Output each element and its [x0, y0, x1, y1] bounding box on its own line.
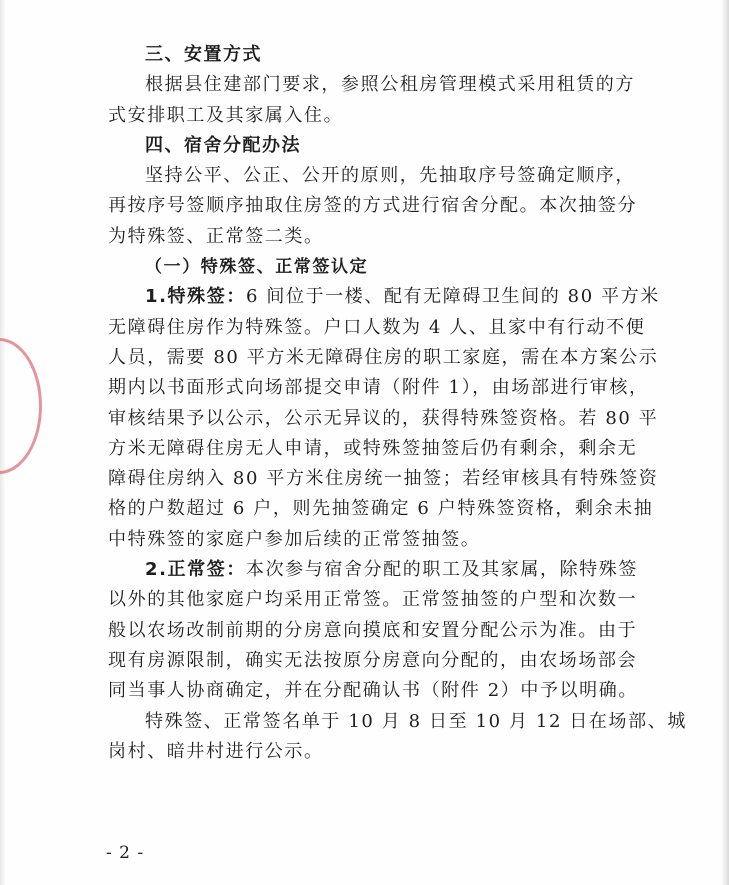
paragraph-line: 岗村、暗井村进行公示。: [108, 740, 324, 762]
paragraph-line: 审核结果予以公示，公示无异议的，获得特殊签资格。若 80 平: [108, 407, 659, 429]
paragraph-line: 为特殊签、正常签二类。: [108, 225, 324, 247]
paragraph-line: 特殊签、正常签名单于 10 月 8 日至 10 月 12 日在场部、城: [145, 710, 687, 732]
page-edge-right: [721, 0, 729, 885]
paragraph-line: 中特殊签的家庭户参加后续的正常签抽签。: [108, 528, 481, 550]
paragraph-line: 再按序号签顺序抽取住房签的方式进行宿舍分配。本次抽签分: [108, 195, 638, 217]
section-heading-3: 三、安置方式: [145, 44, 262, 65]
paragraph-line: 现有房源限制，确实无法按原分房意向分配的，由农场场部会: [108, 649, 638, 671]
section-heading-4: 四、宿舍分配办法: [145, 134, 301, 156]
paragraph-line: 无障碍住房作为特殊签。户口人数为 4 人、且家中有行动不便: [108, 316, 646, 338]
page-number: - 2 -: [106, 843, 145, 863]
item-2-line: [108, 555, 638, 585]
paragraph-line: 障碍住房纳入 80 平方米住房统一抽签；若经审核具有特殊签资: [108, 468, 659, 490]
item-1-line: [108, 282, 660, 312]
paragraph-line: 式安排职工及其家属入住。: [108, 104, 344, 126]
paragraph-line: 以外的其他家庭户均采用正常签。正常签抽签的户型和次数一: [108, 589, 638, 611]
item-2-text: 本次参与宿舍分配的职工及其家属，除特殊签: [245, 559, 638, 581]
paragraph-line: 格的户数超过 6 户，则先抽签确定 6 户特殊签资格，剩余未抽: [108, 498, 654, 520]
paragraph-line: 人员，需要 80 平方米无障碍住房的职工家庭，需在本方案公示: [108, 346, 659, 368]
item-1-label: 1.特殊签：: [145, 286, 246, 308]
paragraph-line: 方米无障碍住房无人申请，或特殊签抽签后仍有剩余，剩余无: [108, 437, 638, 459]
document-body: [108, 40, 687, 767]
paragraph-line: 期内以书面形式向场部提交申请（附件 1），由场部进行审核，: [108, 377, 649, 399]
paragraph-line: 根据县住建部门要求，参照公租房管理模式采用租赁的方: [145, 74, 635, 96]
official-seal: [0, 338, 42, 474]
paragraph-line: 同当事人协商确定，并在分配确认书（附件 2）中予以明确。: [108, 680, 638, 702]
paragraph-line: 坚持公平、公正、公开的原则，先抽取序号签确定顺序，: [145, 165, 635, 187]
item-2-label: 2.正常签：: [145, 559, 246, 581]
subsection-heading-1: （一）特殊签、正常签认定: [145, 257, 369, 278]
item-1-text: 6 间位于一楼、配有无障碍卫生间的 80 平方米: [245, 286, 660, 308]
paragraph-line: 般以农场改制前期的分房意向摸底和安置分配公示为准。由于: [108, 619, 638, 641]
